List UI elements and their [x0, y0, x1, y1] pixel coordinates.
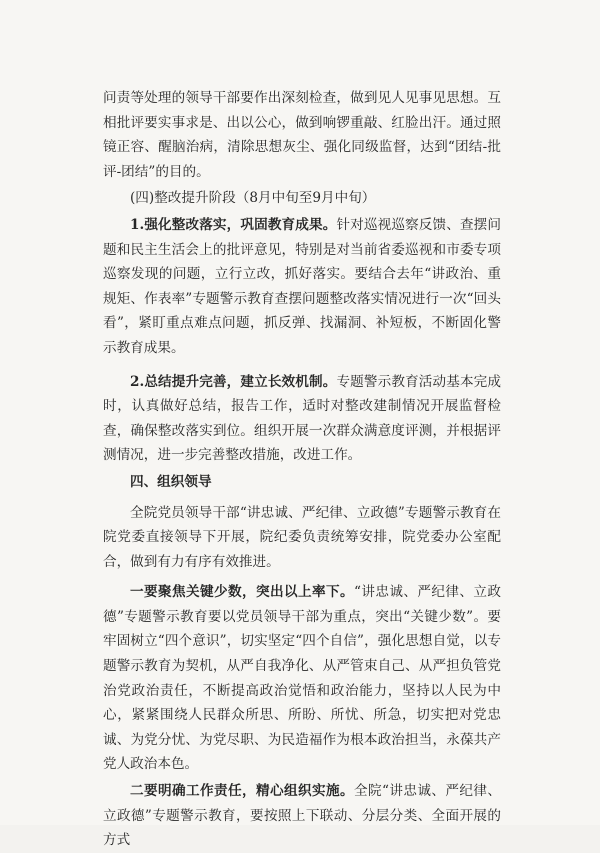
- section-heading-organization: 四、组织领导: [130, 473, 212, 490]
- item-1-heading: 1.强化整改落实，巩固教育成果。: [130, 216, 337, 233]
- point-2-text: 全院“讲忠诚、严纪律、立政德”专题警示教育，要按照上下联动、分层分类、全面开展的方式: [103, 783, 501, 849]
- item-1-text: 针对巡视巡察反馈、查摆问题和民主生活会上的批评意见，特别是对当前省委巡视和市委专项巡察发现的问题，立行立改，抓好落实。要结合去年“讲政治、重规矩、作表率”专题警示教育查摆问题整改落实情况进行一次“回头看”，紧盯重点难点问题，抓反弹、找漏洞、补短板，不断固化警示教育成果。: [103, 216, 501, 356]
- paragraph-point-1: [103, 580, 501, 777]
- paragraph-item-1: [103, 213, 501, 361]
- paragraph-organization: 全院党员领导干部“讲忠诚、严纪律、立政德”专题警示教育在院党委直接领导下开展，院纪委负责统筹安排，院党委办公室配合，做到有力有序有效推进。: [103, 504, 501, 570]
- document-body: [103, 86, 501, 853]
- item-2-heading: 2.总结提升完善，建立长效机制。: [130, 373, 337, 390]
- point-1-text: “讲忠诚、严纪律、立政德”专题警示教育要以党员领导干部为重点，突出“关键少数”。要牢固树立“四个意识”，切实坚定“四个自信”，强化思想自觉，以专题警示教育为契机，从严自我净化、从严管束自己、从严担负管党治党政治责任，不断提高政治觉悟和政治能力，坚持以人民为中心，紧紧围绕人民群众所思、所盼、所忧、所急，切实把对党忠诚、为党分忧、为党尽职、为民造福作为根本政治担当，永葆共产党人政治本色。: [103, 584, 501, 773]
- item-2-text: 专题警示教育活动基本完成时，认真做好总结，报告工作，适时对整改建制情况开展监督检查，确保整改落实到位。组织开展一次群众满意度评测，并根据评测情况，进一步完善整改措施，改进工作。: [103, 373, 501, 464]
- stage-heading: (四)整改提升阶段（8月中旬至9月中旬）: [130, 190, 376, 207]
- paragraph-accountability: 问责等处理的领导干部要作出深刻检查，做到见人见事见思想。互相批评要实事求是、出以公心，做到响锣重敲、红脸出汗。通过照镜正容、醒脑治病，清除思想灰尘、强化同级监督，达到“团结-批评-团结”的目的。: [103, 90, 501, 180]
- paragraph-point-2: [103, 779, 501, 853]
- point-2-heading: 二要明确工作责任，精心组织实施。: [130, 783, 355, 800]
- paragraph-item-2: [103, 370, 501, 468]
- point-1-heading: 一要聚焦关键少数，突出以上率下。: [130, 584, 355, 601]
